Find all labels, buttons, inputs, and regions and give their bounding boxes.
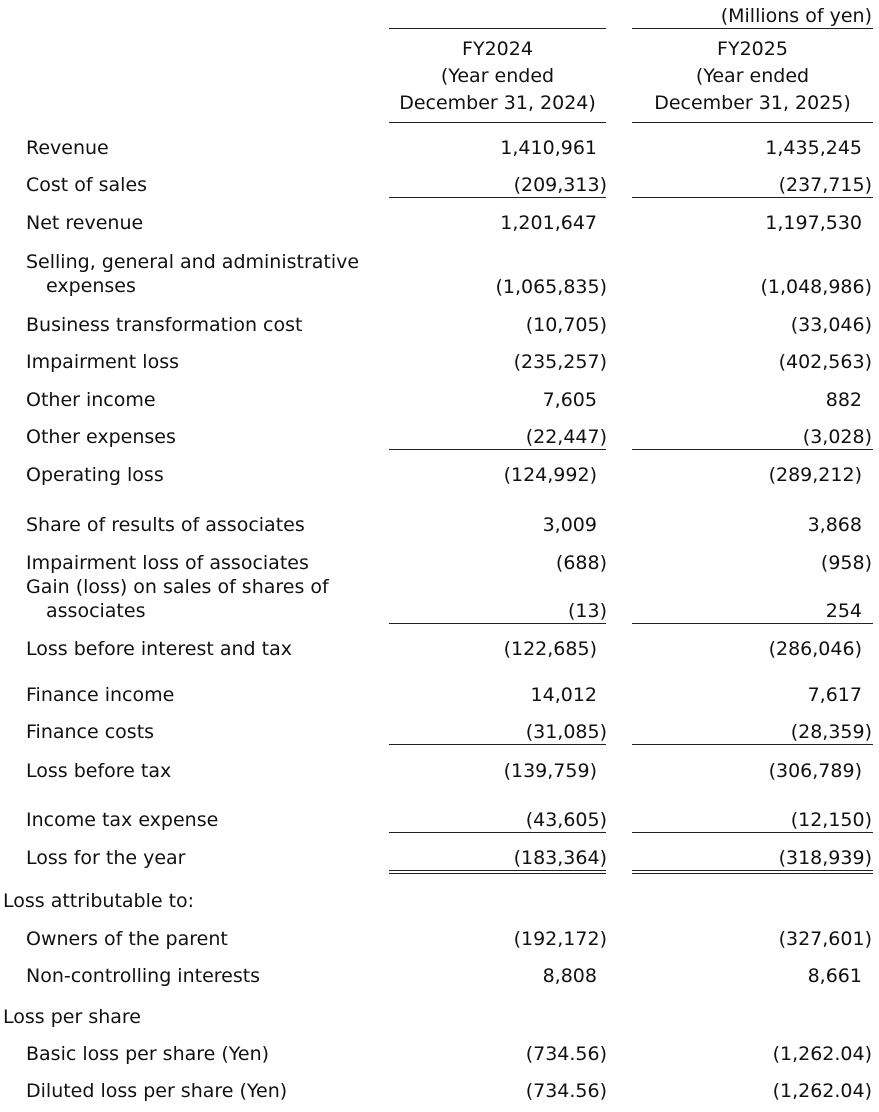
row-label-share-associates: Share of results of associates <box>26 514 305 536</box>
value-impairment-associates-fy2024: (688) <box>555 552 607 574</box>
total-double-rule-fy2024 <box>389 870 606 874</box>
value-net-revenue-fy2024: 1,201,647 <box>500 212 597 234</box>
row-label-basic-lps: Basic loss per share (Yen) <box>26 1043 270 1065</box>
value-cost-of-sales-fy2025: (237,715) <box>778 174 872 196</box>
row-label-non-controlling: Non-controlling interests <box>26 965 261 987</box>
value-other-income-fy2025: 882 <box>825 389 862 411</box>
header-top-rule-fy2024 <box>389 28 606 29</box>
value-diluted-lps-fy2024: (734.56) <box>525 1080 607 1102</box>
row-label-sga-continued: expenses <box>46 275 136 297</box>
column-header-fy2025-date: December 31, 2025) <box>654 92 851 114</box>
header-bottom-rule-fy2025 <box>632 122 873 123</box>
column-header-fy2024 <box>389 36 606 117</box>
value-net-revenue-fy2025: 1,197,530 <box>765 212 862 234</box>
row-label-gain-loss-shares-continued: associates <box>46 600 146 622</box>
row-label-other-expenses: Other expenses <box>26 426 176 448</box>
row-label-finance-income: Finance income <box>26 684 175 706</box>
section-heading-loss-per-share: Loss per share <box>3 1006 141 1028</box>
subtotal-rule-fy2024 <box>389 832 606 833</box>
value-loss-for-year-fy2025: (318,939) <box>778 847 872 869</box>
row-label-loss-before-tax: Loss before tax <box>26 760 172 782</box>
subtotal-rule-fy2025 <box>632 744 873 745</box>
row-label-income-tax: Income tax expense <box>26 809 219 831</box>
value-revenue-fy2024: 1,410,961 <box>500 137 597 159</box>
value-other-income-fy2024: 7,605 <box>542 389 597 411</box>
row-label-diluted-lps: Diluted loss per share (Yen) <box>26 1080 288 1102</box>
value-impairment-associates-fy2025: (958) <box>820 552 872 574</box>
column-header-fy2024-year: FY2024 <box>462 38 533 60</box>
value-income-tax-fy2025: (12,150) <box>790 809 872 831</box>
value-income-tax-fy2024: (43,605) <box>525 809 607 831</box>
value-business-transformation-fy2025: (33,046) <box>790 314 872 336</box>
value-sga-fy2025: (1,048,986) <box>760 276 872 298</box>
row-label-loss-for-year: Loss for the year <box>26 847 186 869</box>
value-finance-costs-fy2025: (28,359) <box>790 721 872 743</box>
value-loss-for-year-fy2024: (183,364) <box>513 847 607 869</box>
value-finance-costs-fy2024: (31,085) <box>525 721 607 743</box>
header-top-rule-fy2025 <box>632 28 873 29</box>
value-other-expenses-fy2025: (3,028) <box>802 426 872 448</box>
row-label-impairment-associates: Impairment loss of associates <box>26 552 309 574</box>
value-sga-fy2024: (1,065,835) <box>495 276 607 298</box>
value-share-associates-fy2024: 3,009 <box>542 514 597 536</box>
column-header-fy2025 <box>632 36 873 117</box>
value-loss-before-interest-tax-fy2024: (122,685) <box>503 638 597 660</box>
subtotal-rule-fy2025 <box>632 832 873 833</box>
header-bottom-rule-fy2024 <box>389 122 606 123</box>
value-non-controlling-fy2025: 8,661 <box>807 965 862 987</box>
column-header-fy2024-date: December 31, 2024) <box>399 92 596 114</box>
value-operating-loss-fy2024: (124,992) <box>503 464 597 486</box>
value-diluted-lps-fy2025: (1,262.04) <box>772 1080 872 1102</box>
unit-note: (Millions of yen) <box>720 5 872 27</box>
subtotal-rule-fy2025 <box>632 449 873 450</box>
row-label-loss-before-interest-tax: Loss before interest and tax <box>26 638 292 660</box>
row-label-cost-of-sales: Cost of sales <box>26 174 148 196</box>
value-finance-income-fy2025: 7,617 <box>807 684 862 706</box>
value-loss-before-tax-fy2025: (306,789) <box>768 760 862 782</box>
row-label-finance-costs: Finance costs <box>26 721 155 743</box>
column-header-fy2024-period: (Year ended <box>440 65 555 87</box>
value-owners-parent-fy2024: (192,172) <box>513 928 607 950</box>
value-operating-loss-fy2025: (289,212) <box>768 464 862 486</box>
subtotal-rule-fy2024 <box>389 623 606 624</box>
column-header-fy2025-period: (Year ended <box>695 65 810 87</box>
row-label-sga: Selling, general and administrative <box>26 251 360 273</box>
total-double-rule-fy2025 <box>632 870 873 874</box>
row-label-impairment-loss: Impairment loss <box>26 351 180 373</box>
value-other-expenses-fy2024: (22,447) <box>525 426 607 448</box>
value-basic-lps-fy2024: (734.56) <box>525 1043 607 1065</box>
row-label-owners-parent: Owners of the parent <box>26 928 228 950</box>
value-owners-parent-fy2025: (327,601) <box>778 928 872 950</box>
value-gain-loss-shares-fy2025: 254 <box>825 600 862 622</box>
row-label-business-transformation: Business transformation cost <box>26 314 303 336</box>
value-impairment-loss-fy2025: (402,563) <box>778 351 872 373</box>
value-gain-loss-shares-fy2024: (13) <box>567 600 607 622</box>
value-finance-income-fy2024: 14,012 <box>530 684 597 706</box>
section-heading-loss-attributable: Loss attributable to: <box>3 890 195 912</box>
value-non-controlling-fy2024: 8,808 <box>542 965 597 987</box>
column-header-fy2025-year: FY2025 <box>717 38 788 60</box>
value-impairment-loss-fy2024: (235,257) <box>513 351 607 373</box>
value-cost-of-sales-fy2024: (209,313) <box>513 174 607 196</box>
row-label-operating-loss: Operating loss <box>26 464 164 486</box>
row-label-net-revenue: Net revenue <box>26 212 144 234</box>
value-loss-before-interest-tax-fy2025: (286,046) <box>768 638 862 660</box>
subtotal-rule-fy2024 <box>389 197 606 198</box>
row-label-revenue: Revenue <box>26 137 109 159</box>
subtotal-rule-fy2024 <box>389 449 606 450</box>
row-label-other-income: Other income <box>26 389 156 411</box>
value-share-associates-fy2025: 3,868 <box>807 514 862 536</box>
value-revenue-fy2025: 1,435,245 <box>765 137 862 159</box>
subtotal-rule-fy2025 <box>632 197 873 198</box>
value-loss-before-tax-fy2024: (139,759) <box>503 760 597 782</box>
subtotal-rule-fy2025 <box>632 623 873 624</box>
row-label-gain-loss-shares: Gain (loss) on sales of shares of <box>26 576 329 598</box>
value-business-transformation-fy2024: (10,705) <box>525 314 607 336</box>
value-basic-lps-fy2025: (1,262.04) <box>772 1043 872 1065</box>
subtotal-rule-fy2024 <box>389 744 606 745</box>
